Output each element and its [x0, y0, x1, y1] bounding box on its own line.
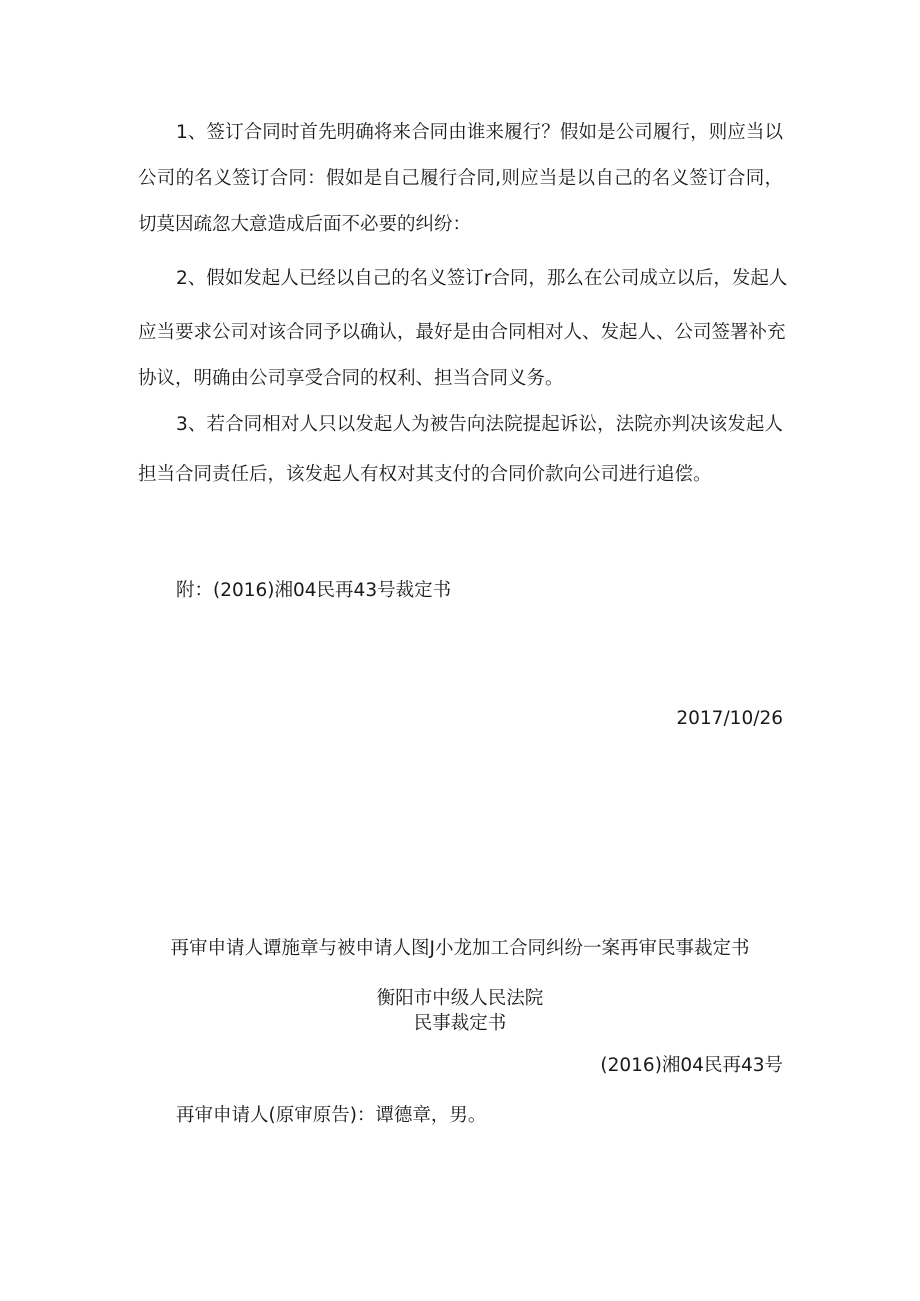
paragraph-2-line-2: 应当要求公司对该合同予以确认，最好是由合同相对人、发起人、公司签署补充: [138, 322, 786, 343]
paragraph-2-line-1: 2、假如发起人已经以自己的名义签订r合同，那么在公司成立以后，发起人: [176, 268, 788, 289]
document-date: 2017/10/26: [676, 708, 783, 729]
attachment-note: 附：(2016)湘04民再43号裁定书: [176, 580, 452, 601]
document-type: 民事裁定书: [413, 1013, 507, 1034]
ruling-title: 再审申请人谭施章与被申请人图J小龙加工合同纠纷一案再审民事裁定书: [170, 938, 750, 959]
paragraph-1-line-1: 1、签订合同时首先明确将来合同由谁来履行？假如是公司履行，则应当以: [176, 122, 783, 143]
paragraph-1-line-3: 切莫因疏忽大意造成后面不必要的纠纷：: [138, 214, 472, 235]
paragraph-2-line-3: 协议，明确由公司享受合同的权利、担当合同义务。: [138, 368, 564, 389]
court-name: 衡阳市中级人民法院: [376, 988, 544, 1009]
paragraph-1-line-2: 公司的名义签订合同：假如是自己履行合同,则应当是以自己的名义签订合同，: [138, 168, 783, 189]
paragraph-3-line-2: 担当合同责任后，该发起人有权对其支付的合同价款向公司进行追偿。: [138, 464, 712, 485]
case-number: (2016)湘04民再43号: [600, 1055, 783, 1076]
applicant-line: 再审申请人(原审原告)：谭德章，男。: [176, 1105, 487, 1126]
paragraph-3-line-1: 3、若合同相对人只以发起人为被告向法院提起诉讼，法院亦判决该发起人: [176, 414, 783, 435]
